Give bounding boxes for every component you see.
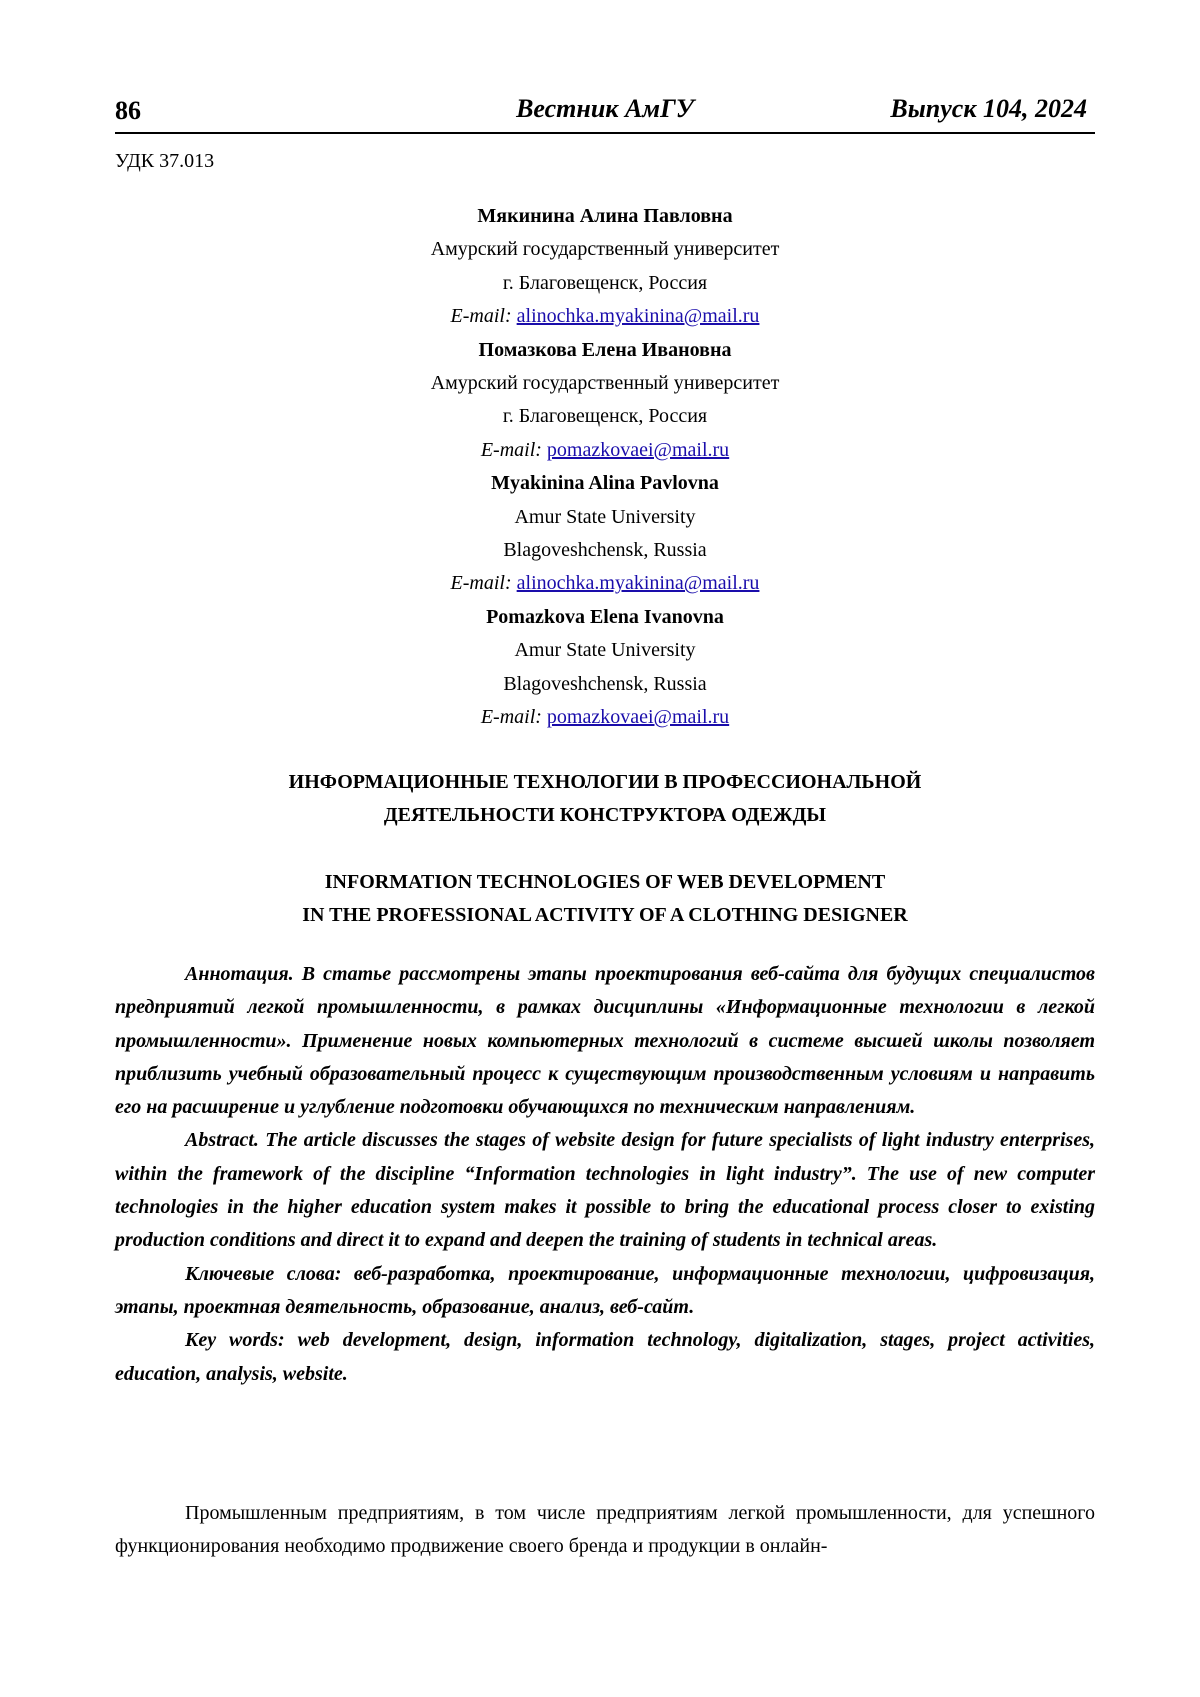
- udk-code: УДК 37.013: [115, 150, 215, 172]
- title-line: IN THE PROFESSIONAL ACTIVITY OF A CLOTHING DESIGNER: [302, 904, 908, 926]
- author-email-link[interactable]: alinochka.myakinina@mail.ru: [516, 572, 760, 595]
- author-affiliation: Amur State University: [514, 505, 696, 528]
- article-title-ru: [115, 766, 1095, 832]
- keywords-en: Key words: web development, design, information technology, digitalization, stages, project activities, education, analysis, website.: [115, 1329, 1095, 1385]
- author-name: Помазкова Елена Ивановна: [478, 338, 732, 361]
- title-line: ИНФОРМАЦИОННЫЕ ТЕХНОЛОГИИ В ПРОФЕССИОНАЛЬНОЙ: [288, 771, 922, 793]
- author-affiliation: Amur State University: [514, 639, 696, 662]
- title-line: INFORMATION TECHNOLOGIES OF WEB DEVELOPMENT: [324, 871, 886, 893]
- abstract-ru: Аннотация. В статье рассмотрены этапы проектирования веб-сайта для будущих специалистов предприятий легкой промышленности, в рамках дисциплины «Информационные технологии в легкой промышленности». Применение новых компьютерных технологий в системе высшей школы позволяет приблизить учебный образовательный процесс к существующим производственным условиям и направить его на расширение и углубление подготовки обучающихся по техническим направлениям.: [115, 963, 1095, 1119]
- author-city: г. Благовещенск, Россия: [502, 405, 708, 428]
- author-affiliation: Амурский государственный университет: [430, 372, 780, 395]
- email-label: E-mail:: [480, 438, 542, 461]
- author-email-line: [115, 300, 1095, 333]
- author-name: Myakinina Alina Pavlovna: [491, 472, 719, 495]
- author-email-link[interactable]: pomazkovaei@mail.ru: [546, 438, 730, 461]
- author-email-line: [115, 701, 1095, 734]
- abstract-en: Abstract. The article discusses the stages of website design for future specialists of light industry enterprises, within the framework of the discipline “Information technologies in light industry”. The use of new computer technologies in the higher education system makes it possible to bring the educational process closer to existing production conditions and direct it to expand and deepen the training of students in technical areas.: [115, 1129, 1095, 1252]
- title-line: ДЕЯТЕЛЬНОСТИ КОНСТРУКТОРА ОДЕЖДЫ: [383, 804, 827, 826]
- body-text: [115, 1497, 1095, 1564]
- body-paragraph: Промышленным предприятиям, в том числе предприятиям легкой промышленности, для успешного функционирования необходимо продвижение своего бренда и продукции в онлайн-: [115, 1502, 1095, 1558]
- author-city: Blagoveshchensk, Russia: [503, 672, 707, 695]
- author-email-link[interactable]: alinochka.myakinina@mail.ru: [516, 305, 760, 328]
- page-number: 86: [115, 96, 141, 125]
- running-header: [115, 92, 1095, 134]
- author-name: Мякинина Алина Павловна: [477, 205, 733, 227]
- author-affiliation: Амурский государственный университет: [430, 238, 780, 261]
- author-email-line: [115, 434, 1095, 467]
- issue-info: Выпуск 104, 2024: [890, 94, 1087, 123]
- author-city: Blagoveshchensk, Russia: [503, 539, 707, 562]
- email-label: E-mail:: [450, 305, 512, 328]
- article-title-en: [115, 866, 1095, 932]
- author-city: г. Благовещенск, Россия: [502, 271, 708, 294]
- email-label: E-mail:: [450, 572, 512, 595]
- author-block: [115, 200, 1095, 735]
- author-email-link[interactable]: pomazkovaei@mail.ru: [546, 706, 730, 729]
- journal-title: Вестник АмГУ: [516, 94, 694, 123]
- author-name: Pomazkova Elena Ivanovna: [486, 605, 724, 628]
- keywords-ru: Ключевые слова: веб-разработка, проектирование, информационные технологии, цифровизация, этапы, проектная деятельность, образование, анализ, веб-сайт.: [115, 1262, 1095, 1318]
- email-label: E-mail:: [480, 706, 542, 729]
- abstract-section: [115, 958, 1095, 1391]
- author-email-line: [115, 567, 1095, 600]
